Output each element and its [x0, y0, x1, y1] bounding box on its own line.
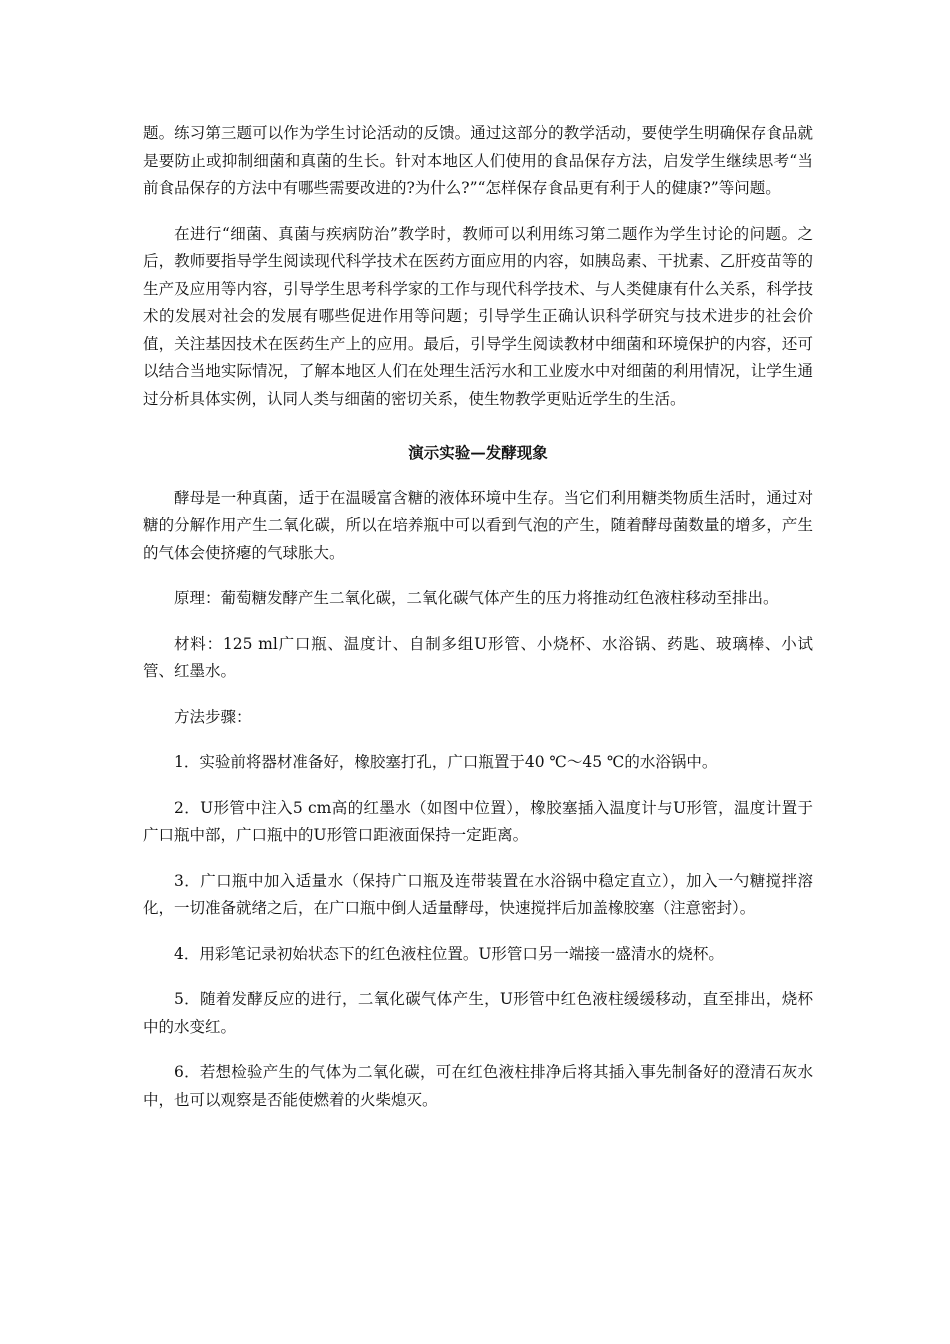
intro-paragraph: 题。练习第三题可以作为学生讨论活动的反馈。通过这部分的教学活动，要使学生明确保存食品就是要防止或抑制细菌和真菌的生长。针对本地区人们使用的食品保存方法，启发学生继续思考“当前食品保存的方法中有哪些需要改进的?为什么?”“怎样保存食品更有利于人的健康?”等问题。 [143, 124, 813, 197]
principle-paragraph: 原理：葡萄糖发酵产生二氧化碳，二氧化碳气体产生的压力将推动红色液柱移动至排出。 [174, 589, 779, 607]
document-page [143, 120, 813, 1114]
disease-prevention-paragraph: 在进行“细菌、真菌与疾病防治”教学时，教师可以利用练习第二题作为学生讨论的问题。之后，教师要指导学生阅读现代科学技术在医药方面应用的内容，如胰岛素、干扰素、乙肝疫苗等的生产及应用等内容，引导学生思考科学家的工作与现代科学技术、与人类健康有什么关系，科学技术的发展对社会的发展有哪些促进作用等问题；引导学生正确认识科学研究与技术进步的社会价值，关注基因技术在医药生产上的应用。最后，引导学生阅读教材中细菌和环境保护的内容，还可以结合当地实际情况，了解本地区人们在处理生活污水和工业废水中对细菌的利用情况，让学生通过分析具体实例，认同人类与细菌的密切关系，使生物教学更贴近学生的生活。 [143, 224, 813, 408]
step-5: 5．随着发酵反应的进行，二氧化碳气体产生，U形管中红色液柱缓缓移动，直至排出，烧杯中的水变红。 [143, 990, 813, 1036]
yeast-paragraph: 酵母是一种真菌，适于在温暖富含糖的液体环境中生存。当它们利用糖类物质生活时，通过对糖的分解作用产生二氧化碳，所以在培养瓶中可以看到气泡的产生，随着酵母菌数量的增多，产生的气体会使挤瘪的气球胀大。 [143, 488, 813, 562]
section-title: 演示实验—发酵现象 [408, 443, 548, 462]
method-heading: 方法步骤： [174, 707, 252, 726]
step-2: 2．U形管中注入5 cm高的红墨水（如图中位置），橡胶塞插入温度计与U形管，温度计置于广口瓶中部，广口瓶中的U形管口距液面保持一定距离。 [143, 798, 813, 844]
step-3: 3．广口瓶中加入适量水（保持广口瓶及连带装置在水浴锅中稳定直立），加入一勺糖搅拌溶化，一切准备就绪之后，在广口瓶中倒人适量酵母，快速搅拌后加盖橡胶塞（注意密封）。 [143, 871, 813, 917]
materials-paragraph: 材料：125 ml广口瓶、温度计、自制多组U形管、小烧杯、水浴锅、药匙、玻璃棒、小试管、红墨水。 [143, 634, 813, 680]
step-1: 1．实验前将器材准备好，橡胶塞打孔，广口瓶置于40 ℃～45 ℃的水浴锅中。 [174, 753, 718, 771]
step-4: 4．用彩笔记录初始状态下的红色液柱位置。U形管口另一端接一盛清水的烧杯。 [174, 944, 724, 963]
step-6: 6．若想检验产生的气体为二氧化碳，可在红色液柱排净后将其插入事先制备好的澄清石灰水中，也可以观察是否能使燃着的火柴熄灭。 [143, 1063, 813, 1109]
